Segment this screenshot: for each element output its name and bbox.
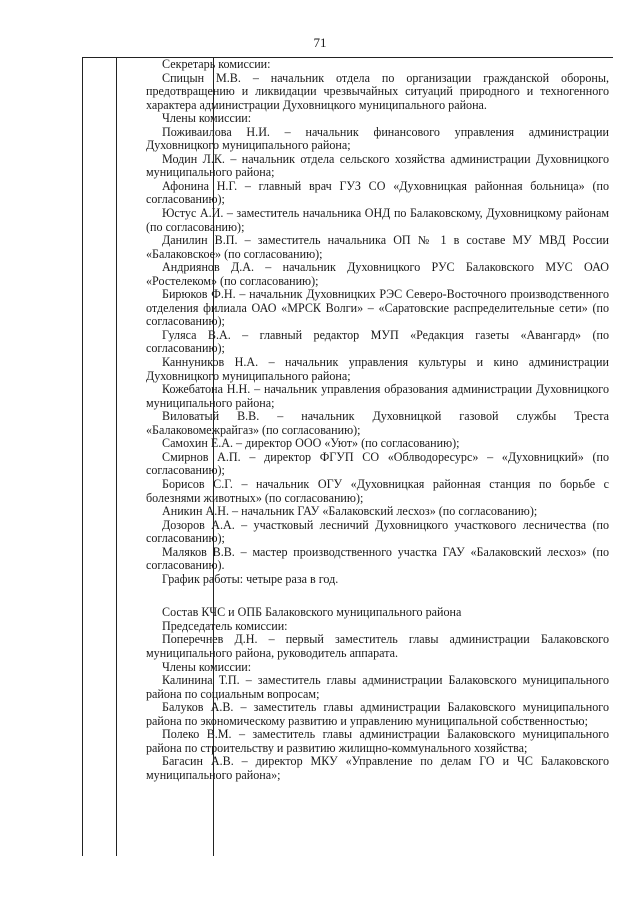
member-entry: Балуков А.В. – заместитель главы администрации Балаковского муниципального района по экономическому развитию и управлению муниципальной собственностью;	[146, 700, 609, 728]
member-entry: Поживаилова Н.И. – начальник финансового управления администрации Духовницкого муниципального района;	[146, 124, 609, 153]
member-entry: Калинина Т.П. – заместитель главы администрации Балаковского муниципального района по социальным вопросам;	[146, 673, 609, 701]
commission-text	[146, 58, 609, 782]
member-entry: Юстус А.И. – заместитель начальника ОНД по Балаковскому, Духовницкому районам (по согласованию);	[146, 206, 609, 234]
member-entry: Виловатый В.В. – начальник Духовницкой газовой службы Треста «Балаковомежрайгаз» (по согласованию);	[146, 409, 609, 437]
member-entry: Андриянов Д.А. – начальник Духовницкого РУС Балаковского МУС ОАО «Ростелеком» (по согласованию);	[146, 260, 609, 288]
member-entry: Самохин Е.А. – директор ООО «Уют» (по согласованию);	[162, 436, 460, 451]
member-entry: Дозоров А.А. – участковый лесничий Духовницкого участкового лесничества (по согласованию);	[146, 517, 609, 546]
member-entry: Бирюков Ф.Н. – начальник Духовницких РЭС Северо-Восточного производственного отделения филиала ОАО «МРСК Волги» – «Саратовские распределительные сети» (по согласованию);	[146, 287, 609, 329]
member-entry: Полеко В.М. – заместитель главы администрации Балаковского муниципального района по строительству и развитию жилищно-коммунального хозяйства;	[146, 727, 609, 755]
member-entry: Каннуников Н.А. – начальник управления культуры и кино администрации Духовницкого муниципального района;	[146, 355, 609, 383]
work-schedule: График работы: четыре раза в год.	[162, 571, 339, 586]
secretary-entry: Спицын М.В. – начальник отдела по организации гражданской обороны, предотвращению и ликвидации чрезвычайных ситуаций природного и техногенного характера администрации Духовницкого муниципального района.	[146, 70, 609, 112]
member-entry: Гуляса В.А. – главный редактор МУП «Редакция газеты «Авангард» (по согласованию);	[146, 327, 609, 356]
member-entry: Багасин А.В. – директор МКУ «Управление по делам ГО и ЧС Балаковского муниципального района»;	[146, 754, 609, 782]
secretary-heading: Секретарь комиссии:	[162, 57, 271, 71]
member-entry: Маляков В.В. – мастер производственного участка ГАУ «Балаковский лесхоз» (по согласованию).	[146, 544, 609, 573]
members-heading: Члены комиссии:	[162, 659, 252, 674]
member-entry: Смирнов А.П. – директор ФГУП СО «Облводоресурс» – «Духовницкий» (по согласованию);	[146, 449, 609, 478]
members-heading: Члены комиссии:	[162, 111, 252, 126]
section-gap	[146, 586, 609, 606]
member-entry: Кожебатона Н.Н. – начальник управления образования администрации Духовницкого муниципального района;	[146, 382, 609, 410]
member-entry: Борисов С.Г. – начальник ОГУ «Духовницкая районная станция по борьбе с болезнями животных» (по согласованию);	[146, 476, 609, 505]
member-entry: Афонина Н.Г. – главный врач ГУЗ СО «Духовницкая районная больница» (по согласованию);	[146, 178, 609, 207]
chair-entry: Поперечнев Д.Н. – первый заместитель главы администрации Балаковского муниципального района, руководитель аппарата.	[146, 632, 609, 660]
member-entry: Аникин А.Н. – начальник ГАУ «Балаковский лесхоз» (по согласованию);	[162, 504, 538, 519]
page-number: 71	[313, 35, 327, 50]
member-entry: Модин Л.К. – начальник отдела сельского хозяйства администрации Духовницкого муниципального района;	[146, 151, 609, 180]
section-title: Состав КЧС и ОПБ Балаковского муниципального района	[162, 605, 462, 620]
table-column-divider	[116, 58, 117, 856]
member-entry: Данилин В.П. – заместитель начальника ОП № 1 в составе МУ МВД России «Балаковское» (по согласованию);	[146, 233, 609, 261]
chair-heading: Председатель комиссии:	[162, 618, 288, 633]
